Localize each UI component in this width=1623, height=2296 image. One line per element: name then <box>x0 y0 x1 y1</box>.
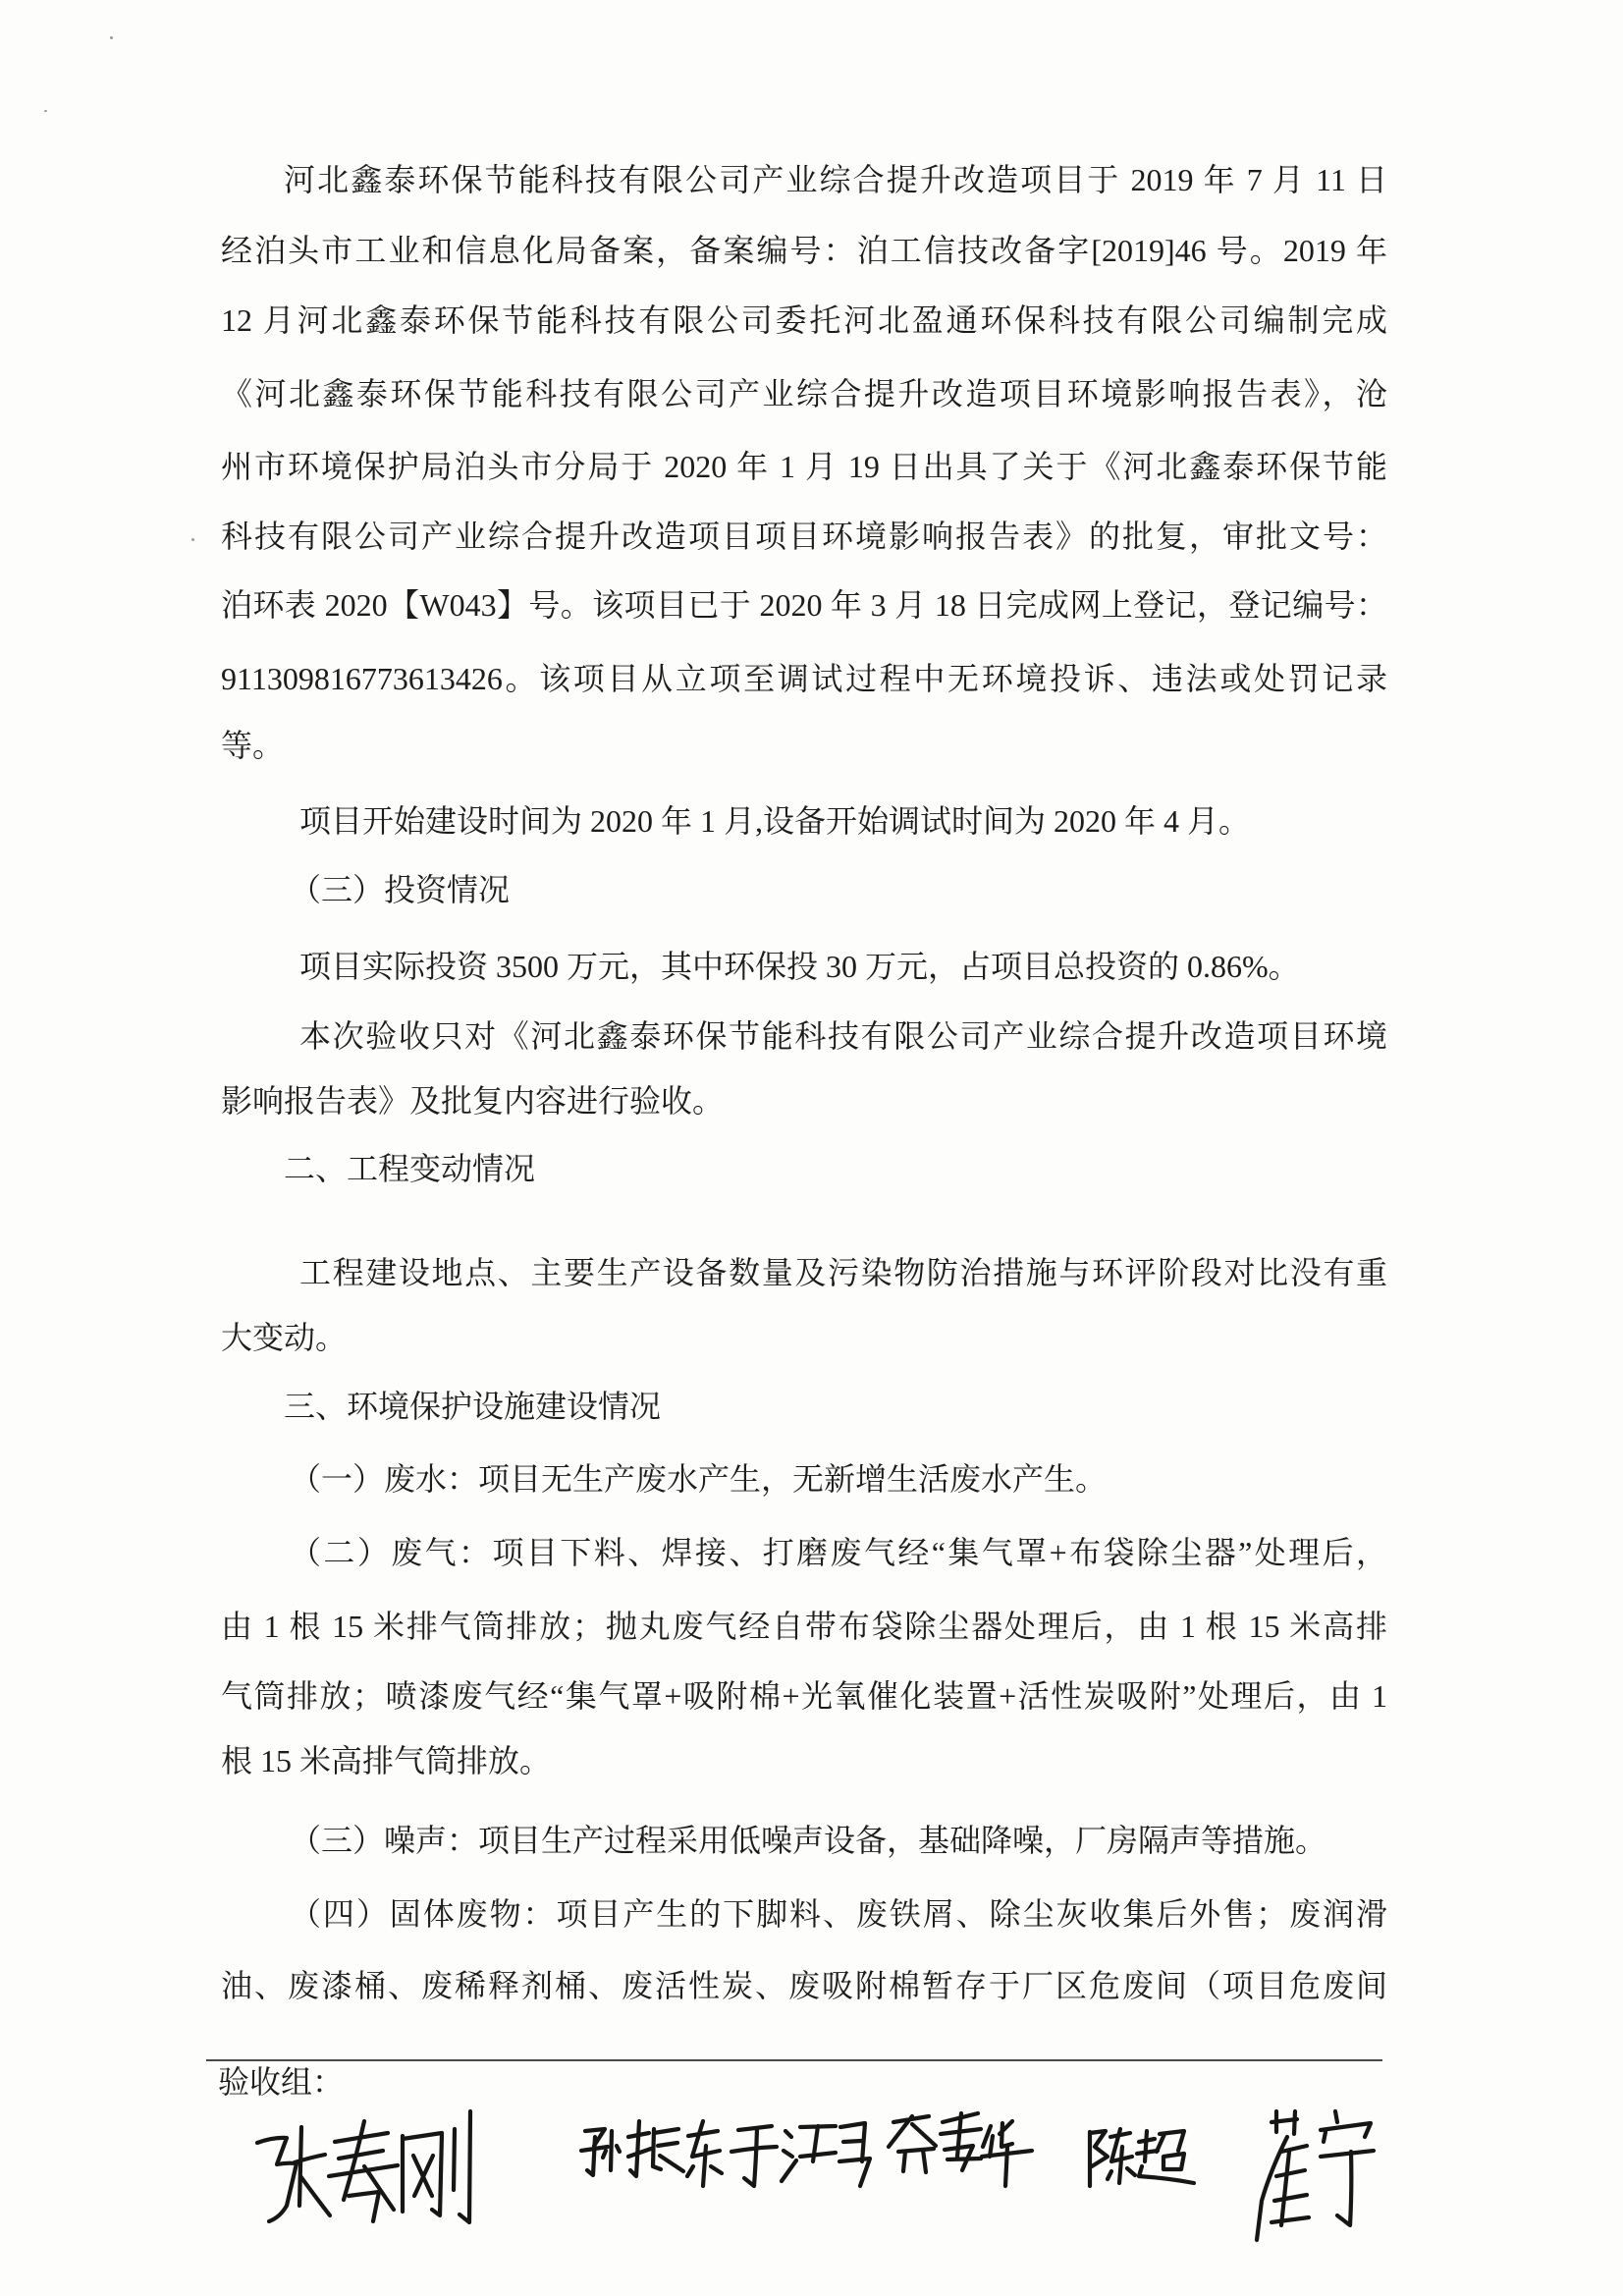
body-text-line: 泊环表 2020【W043】号。该项目已于 2020 年 3 月 18 日完成网上登记，登记编号： <box>221 587 1387 623</box>
body-text-line: 科技有限公司产业综合提升改造项目项目环境影响报告表》的批复，审批文号： <box>221 519 1387 554</box>
scan-speck <box>110 36 113 39</box>
footer-divider <box>206 2059 1382 2061</box>
body-text-line: 项目开始建设时间为 2020 年 1 月,设备开始调试时间为 2020 年 4 月。 <box>299 803 1251 839</box>
signature-4 <box>889 2113 1032 2186</box>
body-text-line: （四）固体废物：项目产生的下脚料、废铁屑、除尘灰收集后外售；废润滑 <box>290 1896 1387 1932</box>
body-text-line: 本次验收只对《河北鑫泰环保节能科技有限公司产业综合提升改造项目环境 <box>299 1018 1387 1054</box>
body-text-line: （一）废水：项目无生产废水产生，无新增生活废水产生。 <box>290 1461 1108 1497</box>
signature-6 <box>1257 2111 1374 2240</box>
body-text-line: （二）废气：项目下料、焊接、打磨废气经“集气罩+布袋除尘器”处理后， <box>290 1535 1387 1570</box>
body-text-line: 12 月河北鑫泰环保节能科技有限公司委托河北盈通环保科技有限公司编制完成 <box>221 302 1387 338</box>
signature-5 <box>1090 2129 1194 2186</box>
body-text-line: （三）噪声：项目生产过程采用低噪声设备，基础降噪，厂房隔声等措施。 <box>290 1823 1327 1858</box>
scan-speck <box>191 538 194 541</box>
body-text-line: 等。 <box>221 728 285 763</box>
body-text-line: 911309816773613426。该项目从立项至调试过程中无环境投诉、违法或处罚记录 <box>221 661 1387 696</box>
acceptance-group-label: 验收组： <box>218 2064 345 2100</box>
section-heading: （三）投资情况 <box>290 872 511 907</box>
body-text-line: 河北鑫泰环保节能科技有限公司产业综合提升改造项目于 2019 年 7 月 11 日 <box>284 162 1387 197</box>
body-text-line: 《河北鑫泰环保节能科技有限公司产业综合提升改造项目环境影响报告表》，沧 <box>221 376 1387 411</box>
body-text-line: 影响报告表》及批复内容进行验收。 <box>221 1083 725 1119</box>
body-text-line: 由 1 根 15 米排气筒排放；抛丸废气经自带布袋除尘器处理后，由 1 根 15 米高排 <box>221 1609 1387 1644</box>
section-heading: 二、工程变动情况 <box>284 1151 536 1186</box>
section-heading: 三、环境保护设施建设情况 <box>284 1389 662 1424</box>
body-text-line: 项目实际投资 3500 万元，其中环保投 30 万元，占项目总投资的 0.86%。 <box>299 949 1300 984</box>
signature-1 <box>257 2111 470 2222</box>
scan-speck <box>44 110 47 112</box>
body-text-line: 根 15 米高排气筒排放。 <box>221 1743 552 1778</box>
signature-3 <box>731 2123 870 2186</box>
body-text-line: 州市环境保护局泊头市分局于 2020 年 1 月 19 日出具了关于《河北鑫泰环保节能 <box>221 449 1387 484</box>
body-text-line: 经泊头市工业和信息化局备案，备案编号：泊工信技改备字[2019]46 号。2019 年 <box>221 233 1387 268</box>
body-text-line: 工程建设地点、主要生产设备数量及污染物防治措施与环评阶段对比没有重 <box>299 1255 1387 1290</box>
body-text-line: 大变动。 <box>221 1320 348 1355</box>
body-text-line: 油、废漆桶、废稀释剂桶、废活性炭、废吸附棉暂存于厂区危废间（项目危废间 <box>221 1968 1387 2003</box>
body-text-line: 气筒排放；喷漆废气经“集气罩+吸附棉+光氧催化装置+活性炭吸附”处理后，由 1 <box>221 1678 1387 1714</box>
signature-2 <box>581 2121 722 2186</box>
signatures <box>236 2092 1394 2259</box>
